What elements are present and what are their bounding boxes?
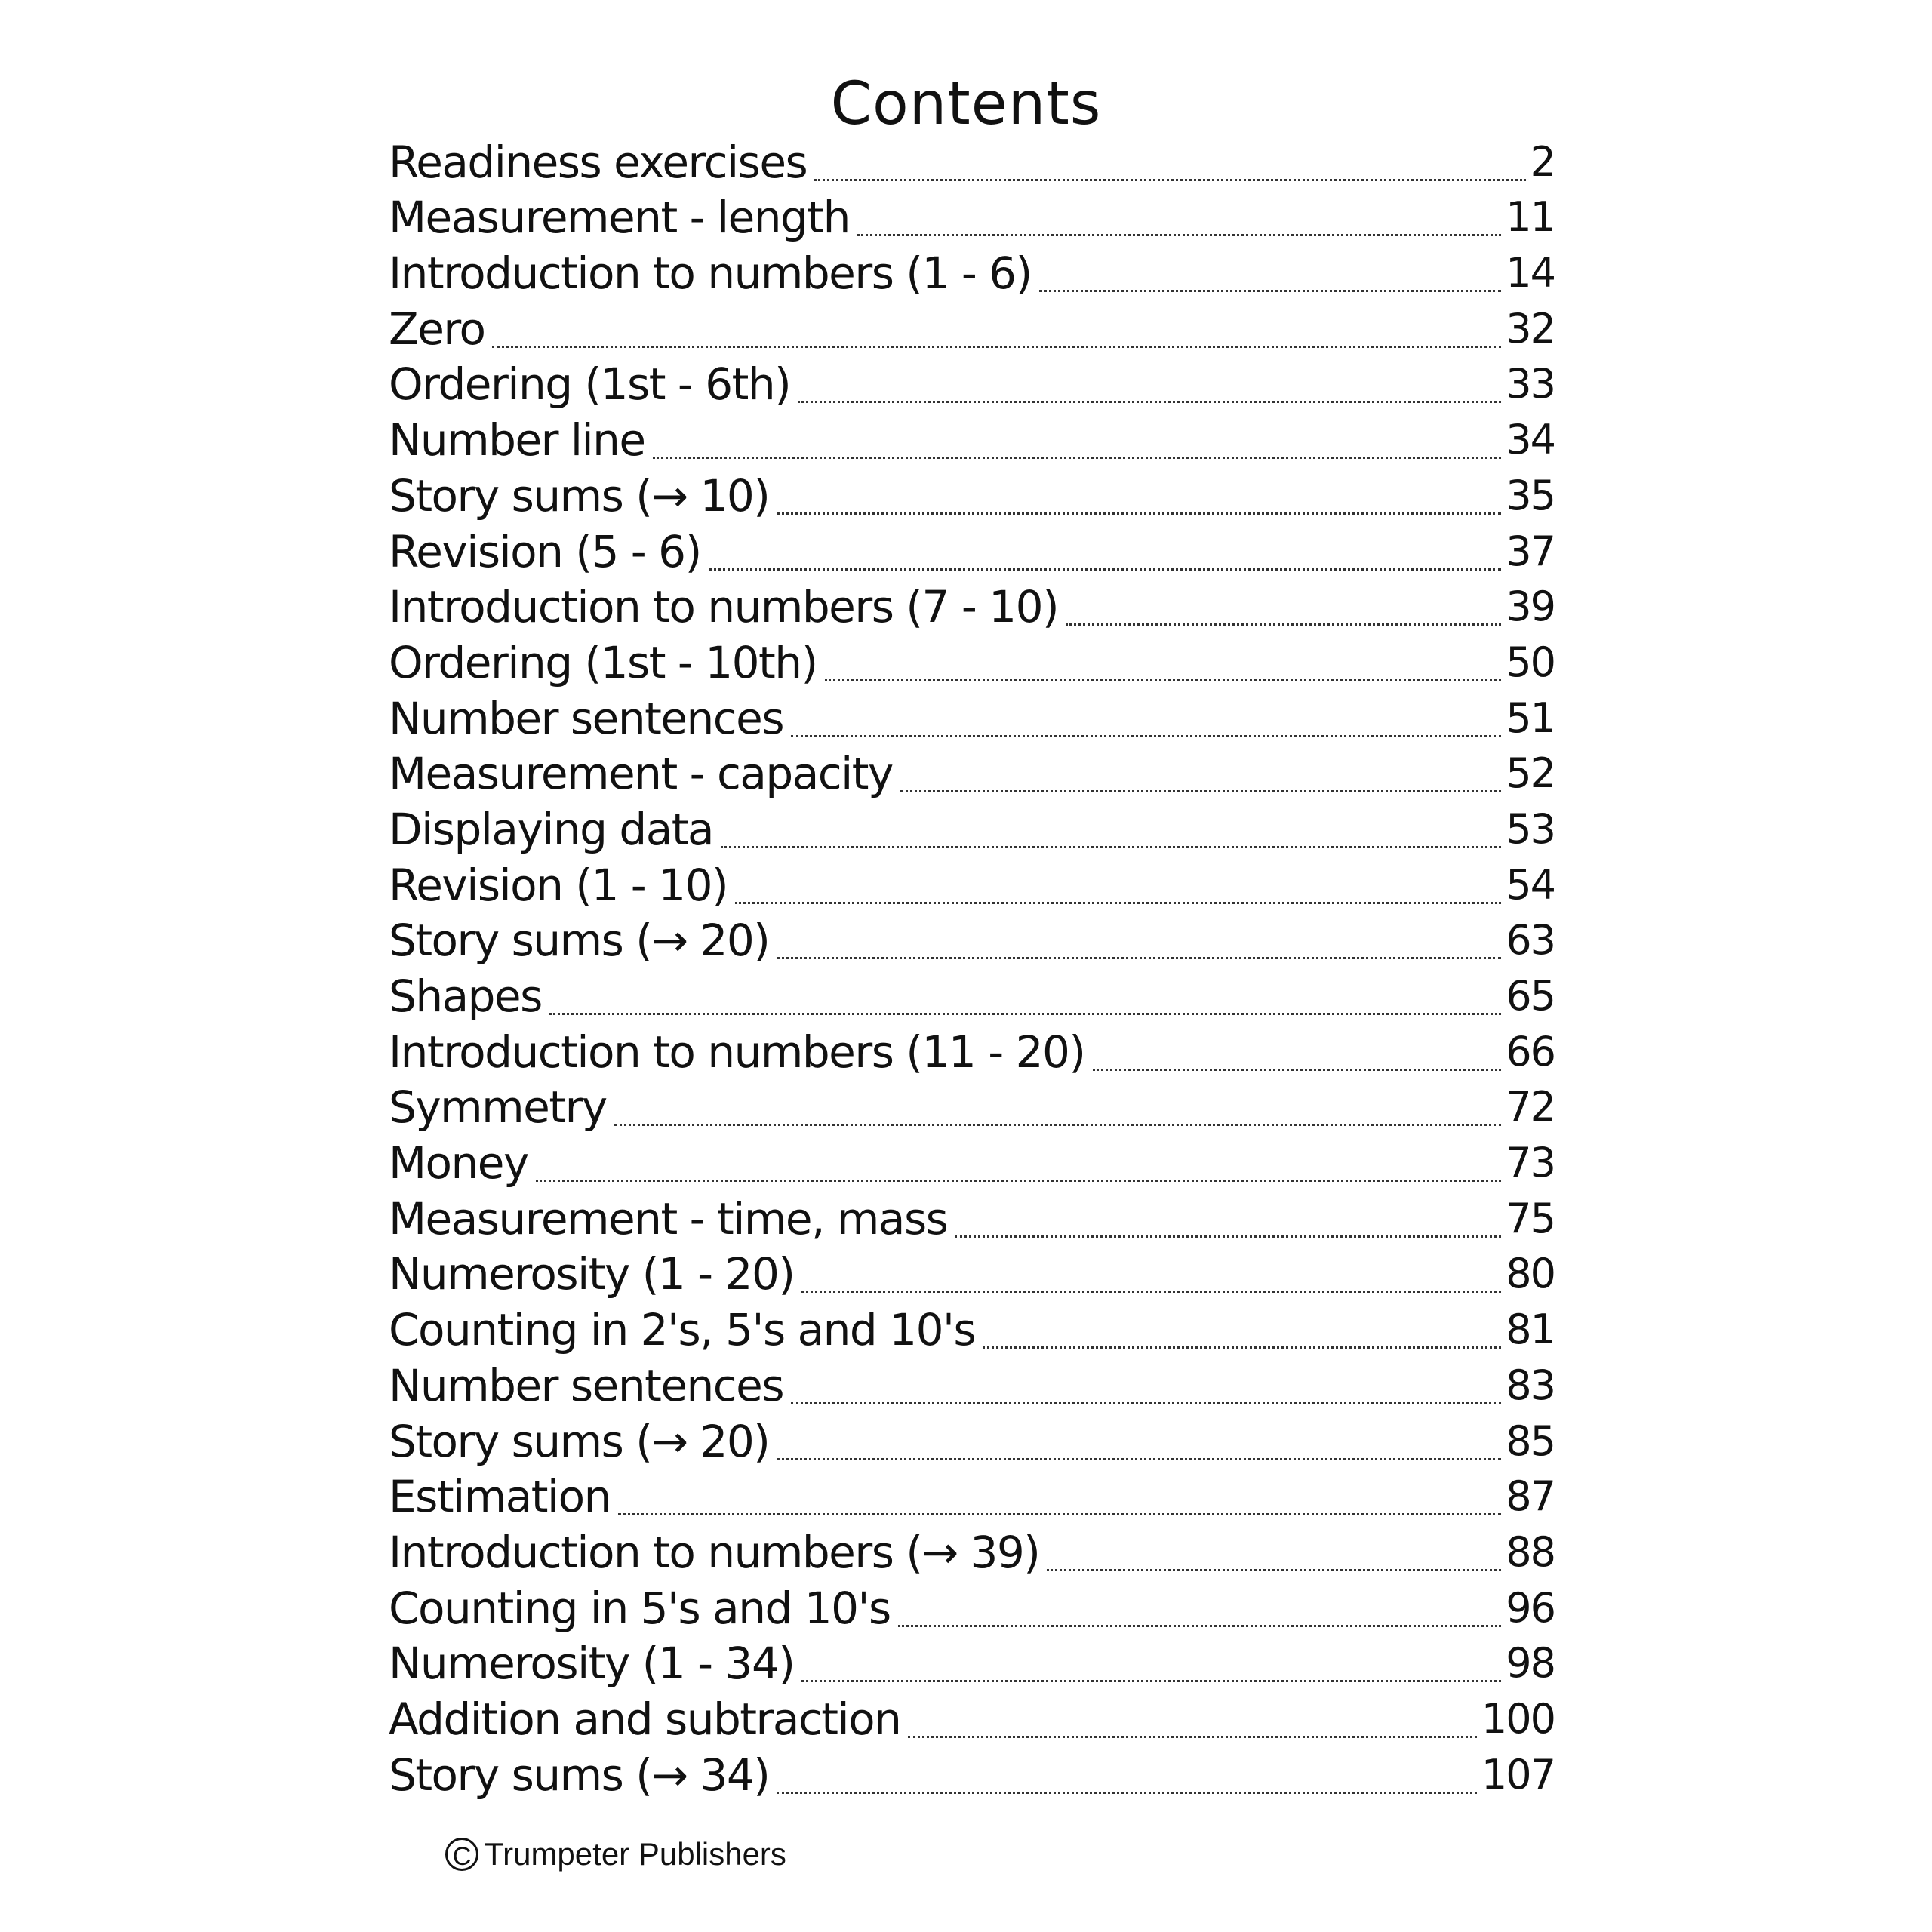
toc-dot-leader [721, 846, 1501, 848]
toc-dot-leader [798, 401, 1501, 403]
toc-dot-leader [777, 512, 1501, 515]
toc-entry-page-number: 53 [1506, 804, 1555, 853]
toc-entry-page-number: 35 [1506, 471, 1555, 519]
toc-entry-label: Story sums (→ 10) [389, 469, 770, 521]
toc-entry-page-number: 83 [1506, 1361, 1555, 1409]
toc-dot-leader [549, 1013, 1501, 1015]
toc-entry [389, 636, 1555, 692]
toc-entry-label: Number line [389, 414, 645, 466]
toc-entry-page-number: 87 [1506, 1472, 1555, 1521]
toc-dot-leader [791, 735, 1501, 737]
toc-entry-label: Symmetry [389, 1081, 607, 1134]
toc-entry-page-number: 51 [1506, 694, 1555, 742]
toc-dot-leader [983, 1346, 1501, 1349]
toc-entry [389, 581, 1555, 637]
toc-dot-leader [814, 179, 1525, 181]
toc-entry-page-number: 52 [1506, 749, 1555, 798]
toc-entry [389, 192, 1555, 248]
toc-entry-page-number: 98 [1506, 1639, 1555, 1687]
toc-dot-leader [791, 1402, 1501, 1404]
toc-entry-page-number: 81 [1506, 1306, 1555, 1354]
toc-entry-label: Numerosity (1 - 34) [389, 1638, 795, 1690]
toc-dot-leader [777, 957, 1501, 959]
toc-entry-label: Introduction to numbers (7 - 10) [389, 581, 1059, 633]
toc-entry-label: Counting in 2's, 5's and 10's [389, 1304, 976, 1356]
toc-entry-page-number: 39 [1506, 583, 1555, 631]
toc-entry-label: Introduction to numbers (→ 39) [389, 1526, 1040, 1578]
toc-dot-leader [1066, 623, 1501, 626]
table-of-contents [389, 136, 1555, 1804]
toc-entry-page-number: 37 [1506, 527, 1555, 575]
toc-entry [389, 1749, 1555, 1804]
toc-entry-label: Estimation [389, 1471, 611, 1523]
toc-entry-page-number: 72 [1506, 1083, 1555, 1131]
toc-entry-page-number: 54 [1506, 860, 1555, 909]
toc-entry-page-number: 11 [1506, 193, 1555, 242]
toc-entry [389, 1359, 1555, 1415]
toc-entry-label: Displaying data [389, 803, 714, 855]
toc-dot-leader [653, 457, 1502, 459]
toc-entry-page-number: 2 [1530, 137, 1555, 186]
toc-entry [389, 1526, 1555, 1582]
toc-entry-label: Money [389, 1137, 528, 1189]
toc-dot-leader [857, 234, 1501, 236]
toc-entry [389, 1192, 1555, 1248]
toc-entry-label: Zero [389, 303, 485, 355]
toc-dot-leader [1093, 1069, 1502, 1071]
toc-entry-page-number: 34 [1506, 416, 1555, 464]
toc-entry [389, 1471, 1555, 1527]
toc-entry [389, 970, 1555, 1026]
toc-dot-leader [735, 902, 1501, 904]
toc-dot-leader [801, 1291, 1501, 1293]
toc-entry [389, 469, 1555, 525]
toc-dot-leader [777, 1792, 1477, 1794]
toc-entry-page-number: 32 [1506, 304, 1555, 352]
toc-entry [389, 1303, 1555, 1359]
toc-entry-label: Measurement - time, mass [389, 1192, 948, 1244]
toc-entry [389, 136, 1555, 192]
toc-entry-page-number: 75 [1506, 1194, 1555, 1242]
toc-entry-label: Revision (1 - 10) [389, 859, 728, 911]
toc-dot-leader [618, 1513, 1501, 1515]
toc-entry-page-number: 50 [1506, 638, 1555, 686]
toc-entry [389, 525, 1555, 581]
toc-entry [389, 1638, 1555, 1694]
toc-entry-page-number: 14 [1506, 249, 1555, 297]
copyright-notice [445, 1835, 786, 1873]
toc-entry-label: Number sentences [389, 692, 784, 744]
toc-entry-page-number: 66 [1506, 1027, 1555, 1075]
toc-entry-page-number: 88 [1506, 1527, 1555, 1576]
toc-entry [389, 692, 1555, 748]
toc-entry-label: Introduction to numbers (11 - 20) [389, 1026, 1085, 1078]
toc-entry-label: Numerosity (1 - 20) [389, 1248, 795, 1300]
toc-entry [389, 1026, 1555, 1081]
toc-dot-leader [801, 1680, 1501, 1682]
toc-entry-label: Number sentences [389, 1359, 784, 1411]
toc-entry [389, 1693, 1555, 1749]
toc-dot-leader [1039, 290, 1502, 292]
toc-dot-leader [777, 1458, 1501, 1460]
copyright-icon: C [445, 1838, 478, 1871]
page-title: Contents [830, 70, 1102, 138]
toc-entry-page-number: 33 [1506, 360, 1555, 408]
toc-entry [389, 1582, 1555, 1638]
toc-dot-leader [955, 1235, 1501, 1238]
toc-entry-label: Revision (5 - 6) [389, 525, 701, 577]
toc-dot-leader [900, 790, 1501, 792]
toc-entry-label: Story sums (→ 34) [389, 1749, 770, 1801]
toc-entry-page-number: 65 [1506, 972, 1555, 1020]
toc-dot-leader [614, 1124, 1502, 1126]
toc-dot-leader [536, 1180, 1501, 1182]
toc-entry [389, 247, 1555, 303]
toc-entry-label: Ordering (1st - 10th) [389, 636, 817, 688]
toc-entry [389, 358, 1555, 414]
publisher-name: Trumpeter Publishers [485, 1836, 786, 1872]
toc-entry-label: Shapes [389, 971, 542, 1022]
toc-dot-leader [898, 1625, 1502, 1627]
toc-entry-label: Introduction to numbers (1 - 6) [389, 248, 1032, 300]
toc-entry-label: Story sums (→ 20) [389, 915, 770, 967]
toc-entry-label: Measurement - length [389, 192, 850, 244]
toc-dot-leader [492, 346, 1501, 348]
toc-entry-label: Story sums (→ 20) [389, 1415, 770, 1467]
toc-entry-page-number: 96 [1506, 1583, 1555, 1632]
toc-entry-label: Ordering (1st - 6th) [389, 358, 791, 411]
toc-entry-page-number: 107 [1481, 1750, 1555, 1798]
toc-entry [389, 1415, 1555, 1471]
toc-entry [389, 803, 1555, 859]
toc-entry [389, 1137, 1555, 1192]
toc-dot-leader [1047, 1569, 1501, 1571]
toc-entry [389, 1081, 1555, 1137]
toc-entry [389, 414, 1555, 469]
toc-entry-page-number: 80 [1506, 1250, 1555, 1298]
toc-entry-page-number: 73 [1506, 1139, 1555, 1187]
toc-dot-leader [825, 679, 1502, 681]
toc-entry [389, 915, 1555, 971]
toc-entry [389, 303, 1555, 358]
toc-entry-label: Measurement - capacity [389, 748, 893, 800]
toc-entry-label: Readiness exercises [389, 136, 808, 188]
toc-entry-page-number: 63 [1506, 916, 1555, 964]
toc-entry [389, 748, 1555, 804]
toc-entry [389, 859, 1555, 915]
toc-dot-leader [908, 1736, 1477, 1738]
toc-entry-label: Counting in 5's and 10's [389, 1582, 891, 1634]
toc-entry-label: Addition and subtraction [389, 1693, 901, 1745]
toc-dot-leader [709, 568, 1502, 571]
toc-entry-page-number: 85 [1506, 1417, 1555, 1465]
toc-entry [389, 1248, 1555, 1304]
toc-entry-page-number: 100 [1481, 1694, 1555, 1743]
